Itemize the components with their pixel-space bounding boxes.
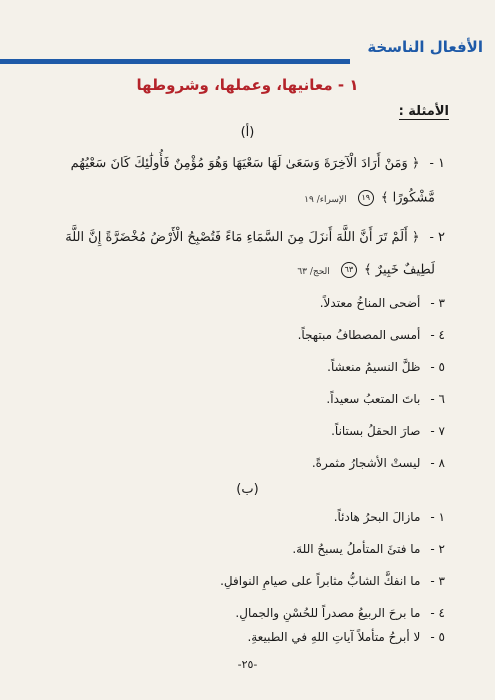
example-number: ٤ - <box>430 606 445 620</box>
example-text: ما فتئَ المتأملُ يسبحُ اللهَ. <box>292 542 421 556</box>
example-number: ٣ - <box>430 296 445 310</box>
page-number: -٢٥- <box>237 658 258 671</box>
example-number: ٢ - <box>430 542 445 556</box>
example-b-4 <box>235 606 445 620</box>
example-number: ٨ - <box>430 456 445 470</box>
example-number: ٢ - <box>429 230 445 245</box>
example-number: ٧ - <box>430 424 445 438</box>
example-text: باتَ المتعبُ سعيداً. <box>326 392 421 406</box>
example-text: أضحى المناخُ معتدلاً. <box>319 296 421 310</box>
group-a-label: (أ) <box>240 125 255 140</box>
example-text: ما برحَ الربيعُ مصدراً للحُسْنِ والجمالِ. <box>235 606 421 620</box>
example-b-2 <box>292 542 445 556</box>
verse-reference: الإسراء/ ١٩ <box>304 194 347 205</box>
example-a-1 <box>71 156 445 171</box>
group-b-label: (ب) <box>236 482 259 497</box>
example-text: صارَ الحقلُ بستاناً. <box>331 424 421 438</box>
ayah-number-marker: ٦٣ <box>341 262 357 278</box>
examples-label-text: الأمثلة : <box>398 104 449 119</box>
ayah-number-marker: ١٩ <box>358 190 374 206</box>
example-text: ما انفكَّ الشابُّ مثابراً على صيامِ النوافلِ. <box>220 574 421 588</box>
example-text: لا أبرحُ متأملاً آياتِ اللهِ في الطبيعةِ. <box>247 630 421 644</box>
section-title: ١ - معانيها، وعملها، وشروطها <box>136 76 359 94</box>
examples-label <box>399 104 449 119</box>
example-b-5 <box>247 630 445 644</box>
example-number: ٣ - <box>430 574 445 588</box>
verse-text: ﴿ وَمَنْ أَرَادَ الْآخِرَةَ وَسَعَىٰ لَهَا سَعْيَهَا وَهُوَ مُؤْمِنٌ فَأُولَٰئِكَ كَانَ سَعْيُهُم <box>70 156 420 171</box>
example-b-3 <box>220 574 445 588</box>
example-number: ٥ - <box>430 360 445 374</box>
example-a-6 <box>326 392 445 406</box>
example-a-3 <box>320 296 445 310</box>
verse-reference: الحج/ ٦٣ <box>297 266 330 277</box>
example-a-2 <box>65 230 445 245</box>
example-text: ليستْ الأشجارُ مثمرةً. <box>311 456 421 470</box>
chapter-title: الأفعال الناسخة <box>367 38 483 56</box>
example-a-1-continued <box>304 190 435 206</box>
verse-text: ﴿ أَلَمْ تَرَ أَنَّ اللَّهَ أَنزَلَ مِنَ السَّمَاءِ مَاءً فَتُصْبِحُ الْأَرْضُ مُخْضَرَّةً إِنَّ اللَّهَ <box>65 230 420 245</box>
verse-text-continued: مَّشْكُورًا ﴾ <box>380 190 435 206</box>
example-a-2-continued <box>297 262 435 278</box>
verse-text-continued: لَطِيفٌ خَبِيرٌ ﴾ <box>364 262 435 278</box>
example-number: ١ - <box>430 510 445 524</box>
example-number: ٤ - <box>430 328 445 342</box>
example-b-1 <box>334 510 445 524</box>
example-text: ظلَّ النسيمُ منعشاً. <box>327 360 421 374</box>
example-a-7 <box>331 424 445 438</box>
example-a-5 <box>327 360 445 374</box>
example-number: ٥ - <box>430 630 445 644</box>
example-number: ١ - <box>429 156 445 171</box>
example-text: أمسى المصطافُ مبتهجاً. <box>297 328 421 342</box>
example-text: مازالَ البحرُ هادئاً. <box>333 510 421 524</box>
example-number: ٦ - <box>430 392 445 406</box>
header-rule <box>0 59 350 64</box>
example-a-8 <box>312 456 445 470</box>
example-a-4 <box>298 328 445 342</box>
